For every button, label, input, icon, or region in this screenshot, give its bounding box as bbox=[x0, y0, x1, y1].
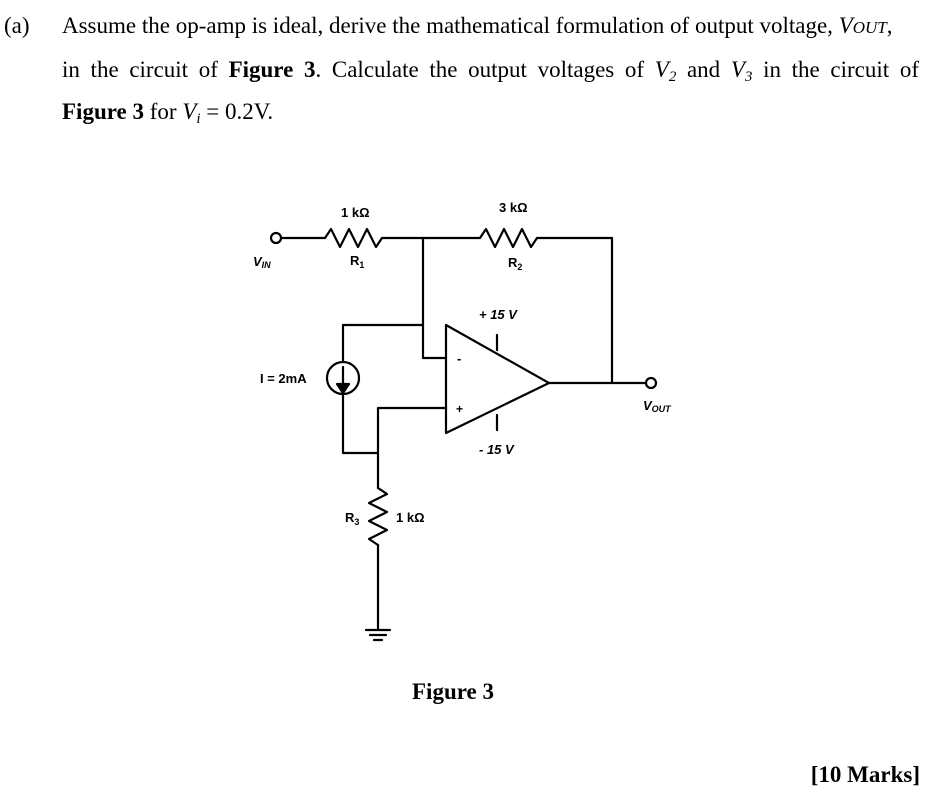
r1-value: 1 kΩ bbox=[341, 205, 370, 220]
r3-value: 1 kΩ bbox=[396, 510, 425, 525]
question-line-3: Figure 3 for $V_i = 0.2V$. bbox=[62, 99, 274, 127]
noninverting-sign: + bbox=[456, 402, 464, 416]
vout-label: VOUT bbox=[643, 398, 671, 414]
resistor-r2 bbox=[480, 229, 537, 247]
r3-name: $R_3$ bbox=[345, 510, 360, 527]
wire-current-top bbox=[343, 325, 423, 362]
vi-symbol: $V_i$ bbox=[182, 99, 201, 127]
resistor-r1 bbox=[325, 229, 382, 247]
question-line-2: in the circuit of Figure 3. Calculate the output voltages of $V_2$ and $V_3$ in the circuit of bbox=[62, 57, 919, 85]
figure-caption: Figure 3 bbox=[412, 679, 494, 704]
question-line-1: Assume the op-amp is ideal, derive the mathematical formulation of output voltage, VOUT, bbox=[62, 13, 893, 38]
inverting-sign: - bbox=[457, 351, 462, 366]
question-text: Assume the op-amp is ideal, derive the mathematical formulation of output voltage, bbox=[62, 13, 839, 38]
vin-terminal bbox=[271, 233, 281, 243]
r2-name: $R_2$ bbox=[508, 255, 523, 272]
figure-reference: Figure 3 bbox=[62, 99, 144, 124]
arrow-down-icon bbox=[337, 384, 349, 393]
vin-label: VIN bbox=[253, 254, 271, 270]
wire-current-bottom bbox=[343, 394, 378, 453]
wire-feedback bbox=[537, 238, 612, 383]
vneg-supply-label: - 15 V bbox=[479, 442, 514, 457]
r1-name: $R_1$ bbox=[350, 253, 365, 270]
r2-value: 3 kΩ bbox=[499, 200, 528, 215]
question-label: (a) bbox=[4, 13, 30, 38]
wire-noninverting-input bbox=[378, 408, 446, 488]
v2-symbol: $V_2$ bbox=[654, 57, 677, 85]
figure-reference: Figure 3 bbox=[228, 57, 316, 82]
vout-terminal bbox=[646, 378, 656, 388]
vpos-supply-label: + 15 V bbox=[479, 307, 517, 322]
marks-label: [10 Marks] bbox=[810, 762, 920, 787]
v3-symbol: $V_3$ bbox=[730, 57, 753, 85]
vout-symbol: VOUT bbox=[838, 13, 887, 38]
current-label: I = 2mA bbox=[260, 371, 307, 386]
wire-inverting-input bbox=[423, 238, 446, 358]
resistor-r3 bbox=[369, 488, 387, 545]
